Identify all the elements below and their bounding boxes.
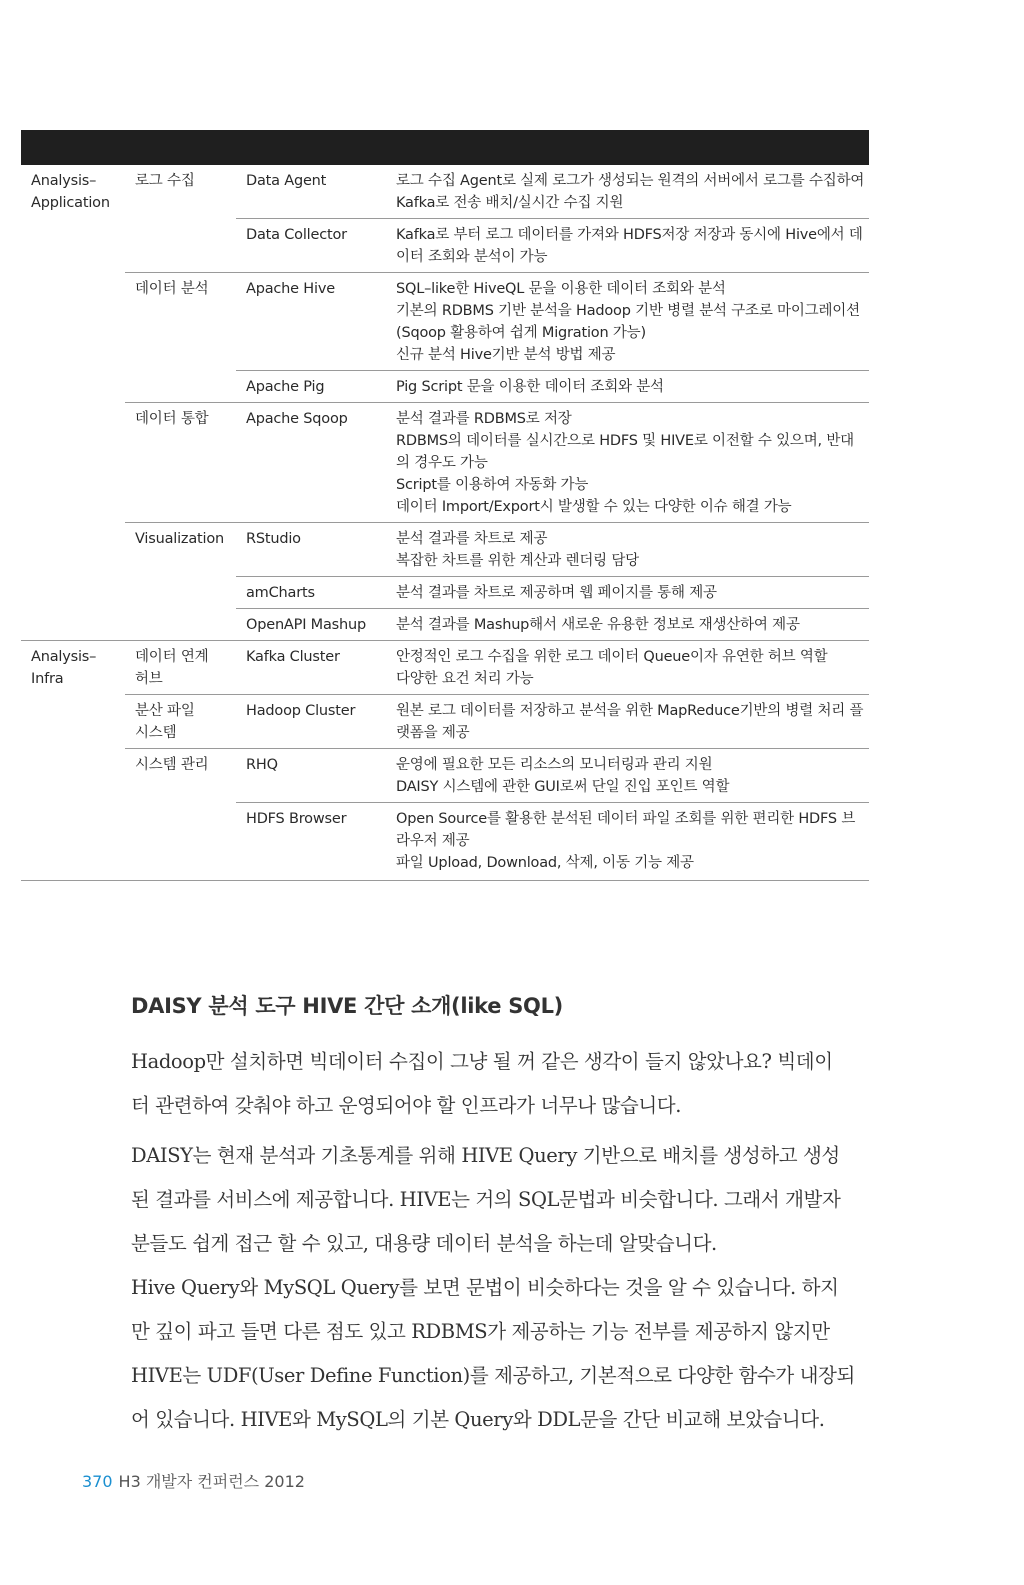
description-line: 분석 결과를 Mashup해서 새로운 유용한 정보로 재생산하여 제공 (396, 617, 800, 633)
section-title: DAISY 분석 도구 HIVE 간단 소개(like SQL) (131, 994, 563, 1018)
tool-cell (236, 749, 387, 803)
tool-cell (236, 219, 387, 273)
table-row (21, 403, 869, 523)
area-cell (125, 695, 236, 749)
hive-section (131, 990, 871, 1020)
tool-name: Data Collector (246, 227, 347, 243)
tool-cell (236, 577, 387, 609)
tool-name: Data Agent (246, 173, 327, 189)
area-cell (125, 403, 236, 523)
tool-name: Kafka Cluster (246, 649, 340, 665)
paragraph-2 (131, 1134, 871, 1266)
tool-name: Apache Sqoop (246, 411, 348, 427)
description-cell (387, 749, 869, 803)
area-label: 분산 파일 (135, 703, 195, 719)
architecture-table (21, 130, 869, 881)
tool-cell (236, 695, 387, 749)
description-cell (387, 641, 869, 695)
description-line: 분석 결과를 차트로 제공 (396, 531, 548, 547)
tool-name: Hadoop Cluster (246, 703, 356, 719)
paragraph-line: Hive Query와 MySQL Query를 보면 문법이 비슷하다는 것을 알 수 있습니다. 하지 (131, 1276, 839, 1299)
description-line: SQL–like한 HiveQL 문을 이용한 데이터 조회와 분석 (396, 281, 726, 297)
description-cell (387, 371, 869, 403)
paragraph-line: HIVE는 UDF(User Define Function)를 제공하고, 기본적으로 다양한 함수가 내장되 (131, 1364, 855, 1387)
description-line: 기본의 RDBMS 기반 분석을 Hadoop 기반 병렬 분석 구조로 마이그레이션 (396, 303, 860, 319)
description-line: Open Source를 활용한 분석된 데이터 파일 조회를 위한 편리한 HDFS 브 (396, 811, 856, 827)
area-cell (125, 641, 236, 695)
tool-name: HDFS Browser (246, 811, 347, 827)
tool-cell (236, 641, 387, 695)
paragraph-line: DAISY는 현재 분석과 기초통계를 위해 HIVE Query 기반으로 배치를 생성하고 생성 (131, 1144, 840, 1167)
area-label: 로그 수집 (135, 173, 195, 189)
tool-name: RStudio (246, 531, 301, 547)
table-header-bar (21, 130, 869, 165)
description-cell (387, 803, 869, 881)
description-line: Kafka로 전송 배치/실시간 수집 지원 (396, 195, 624, 211)
tool-name: Apache Pig (246, 379, 325, 395)
description-line: 이터 조회와 분석이 가능 (396, 249, 548, 265)
description-line: 데이터 Import/Export시 발생할 수 있는 다양한 이슈 해결 가능 (396, 499, 792, 515)
paragraph-line: 만 깊이 파고 들면 다른 점도 있고 RDBMS가 제공하는 기능 전부를 제공하지 않지만 (131, 1320, 830, 1343)
description-line: 안정적인 로그 수집을 위한 로그 데이터 Queue이자 유연한 허브 역할 (396, 649, 828, 665)
description-cell (387, 165, 869, 219)
footer-text: H3 개발자 컨퍼런스 2012 (118, 1472, 305, 1491)
tool-cell (236, 609, 387, 641)
area-label: 시스템 (135, 725, 177, 741)
paragraph-line: 터 관련하여 갖춰야 하고 운영되어야 할 인프라가 너무나 많습니다. (131, 1094, 681, 1117)
area-label: 데이터 통합 (135, 411, 209, 427)
category-label: Analysis– (31, 649, 97, 665)
description-line: 분석 결과를 차트로 제공하며 웹 페이지를 통해 제공 (396, 585, 717, 601)
area-cell (125, 273, 236, 403)
description-line: 복잡한 차트를 위한 계산과 렌더링 담당 (396, 553, 639, 569)
description-line: 다양한 요건 처리 가능 (396, 671, 534, 687)
table-row (21, 749, 869, 803)
description-line: (Sqoop 활용하여 쉽게 Migration 가능) (396, 325, 646, 341)
page-footer (82, 1469, 305, 1492)
description-line: DAISY 시스템에 관한 GUI로써 단일 진입 포인트 역할 (396, 779, 730, 795)
description-line: 운영에 필요한 모든 리소스의 모니터링과 관리 지원 (396, 757, 713, 773)
description-line: 라우저 제공 (396, 833, 470, 849)
category-label: Application (31, 195, 110, 211)
description-line: 파일 Upload, Download, 삭제, 이동 기능 제공 (396, 855, 694, 871)
tool-cell (236, 803, 387, 881)
category-cell (21, 165, 125, 641)
page-number: 370 (82, 1472, 113, 1491)
description-cell (387, 403, 869, 523)
table-row (21, 273, 869, 371)
description-line: Script를 이용하여 자동화 가능 (396, 477, 589, 493)
tool-cell (236, 165, 387, 219)
description-cell (387, 695, 869, 749)
description-cell (387, 219, 869, 273)
tool-name: amCharts (246, 585, 315, 601)
tool-name: RHQ (246, 757, 278, 773)
tool-cell (236, 523, 387, 577)
tool-name: OpenAPI Mashup (246, 617, 367, 633)
category-cell (21, 641, 125, 881)
paragraph-line: 분들도 쉽게 접근 할 수 있고, 대용량 데이터 분석을 하는데 알맞습니다. (131, 1232, 717, 1255)
description-line: Pig Script 문을 이용한 데이터 조회와 분석 (396, 379, 664, 395)
tool-table (21, 165, 869, 881)
area-cell (125, 165, 236, 273)
description-cell (387, 523, 869, 577)
area-label: Visualization (135, 531, 224, 547)
paragraph-line: Hadoop만 설치하면 빅데이터 수집이 그냥 될 꺼 같은 생각이 들지 않았나요? 빅데이 (131, 1050, 833, 1073)
category-label: Analysis– (31, 173, 97, 189)
description-cell (387, 609, 869, 641)
description-line: 분석 결과를 RDBMS로 저장 (396, 411, 572, 427)
table-row (21, 165, 869, 219)
description-line: 랫폼을 제공 (396, 725, 470, 741)
area-label: 데이터 분석 (135, 281, 209, 297)
tool-cell (236, 371, 387, 403)
paragraph-line: 어 있습니다. HIVE와 MySQL의 기본 Query와 DDL문을 간단 비교해 보았습니다. (131, 1408, 825, 1431)
description-cell (387, 577, 869, 609)
description-line: 로그 수집 Agent로 실제 로그가 생성되는 원격의 서버에서 로그를 수집하여 (396, 173, 865, 189)
paragraph-3 (131, 1266, 871, 1442)
description-line: 의 경우도 가능 (396, 455, 488, 471)
area-label: 데이터 연계 (135, 649, 209, 665)
area-cell (125, 523, 236, 641)
description-line: 신규 분석 Hive기반 분석 방법 제공 (396, 347, 616, 363)
tool-name: Apache Hive (246, 281, 335, 297)
paragraph-line: 된 결과를 서비스에 제공합니다. HIVE는 거의 SQL문법과 비슷합니다. 그래서 개발자 (131, 1188, 841, 1211)
table-row (21, 695, 869, 749)
description-line: 원본 로그 데이터를 저장하고 분석을 위한 MapReduce기반의 병렬 처리 플 (396, 703, 864, 719)
area-cell (125, 749, 236, 881)
tool-cell (236, 403, 387, 523)
description-line: Kafka로 부터 로그 데이터를 가져와 HDFS저장 저장과 동시에 Hive에서 데 (396, 227, 863, 243)
paragraph-1 (131, 1040, 871, 1128)
table-row (21, 641, 869, 695)
table-row (21, 523, 869, 577)
area-label: 허브 (135, 671, 163, 687)
description-cell (387, 273, 869, 371)
area-label: 시스템 관리 (135, 757, 209, 773)
tool-cell (236, 273, 387, 371)
category-label: Infra (31, 671, 64, 687)
description-line: RDBMS의 데이터를 실시간으로 HDFS 및 HIVE로 이전할 수 있으며, 반대 (396, 433, 854, 449)
